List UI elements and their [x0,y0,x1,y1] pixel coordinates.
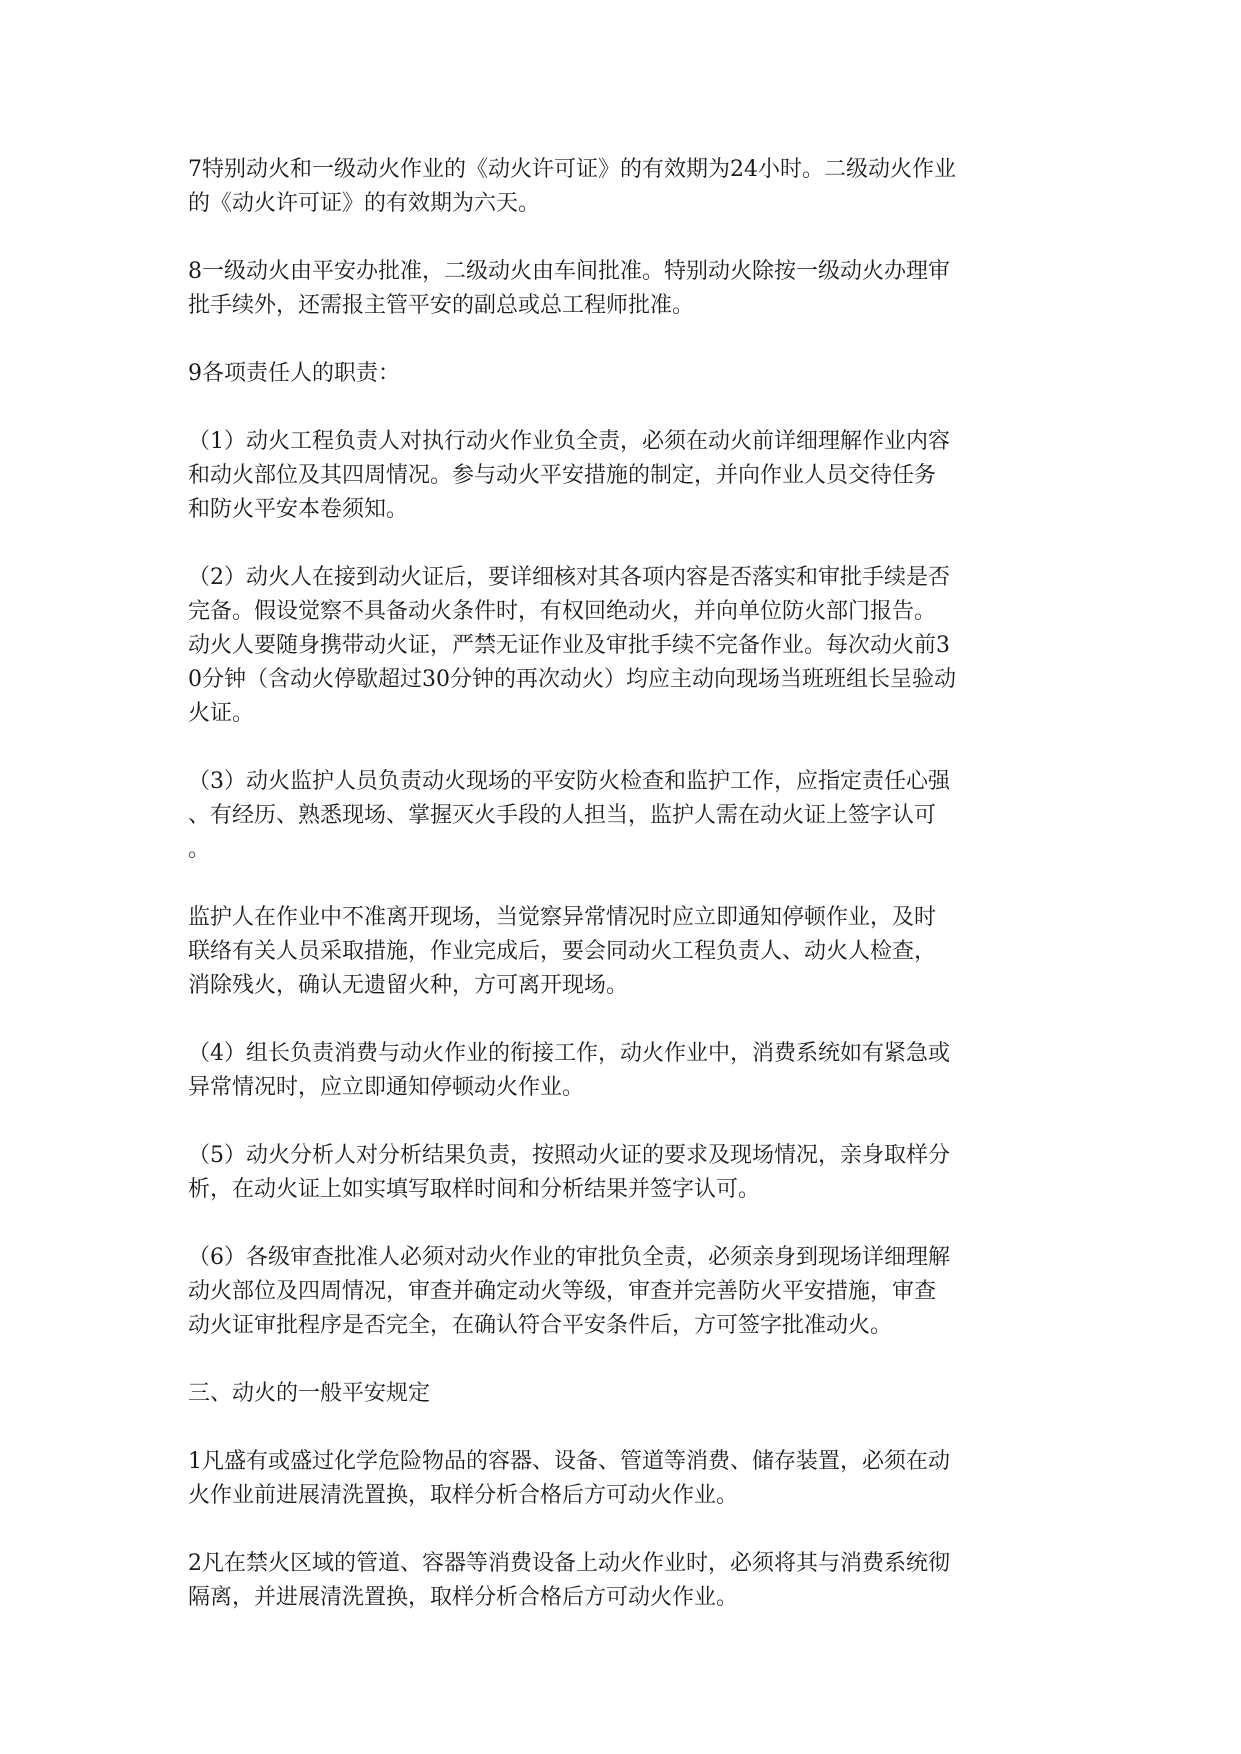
paragraph-item-7: 7特别动火和一级动火作业的《动火许可证》的有效期为24小时。二级动火作业 的《动火许可证》的有效期为六天。 [188,157,956,216]
paragraph-rule-1: 1凡盛有或盛过化学危险物品的容器、设备、管道等消费、储存装置，必须在动 火作业前进展清洗置换，取样分析合格后方可动火作业。 [188,1449,950,1508]
paragraph-item-9-heading: 9各项责任人的职责： [188,361,400,386]
paragraph-duty-6: （6）各级审查批准人必须对动火作业的审批负全责，必须亲身到现场详细理解 动火部位及四周情况，审查并确定动火等级，审查并完善防火平安措施，审查 动火证审批程序是否完全，在确认符合平安条件后，方可签字批准动火。 [188,1245,950,1338]
section-heading-3: 三、动火的一般平安规定 [188,1381,431,1406]
paragraph-duty-5: （5）动火分析人对分析结果负责，按照动火证的要求及现场情况，亲身取样分 析，在动火证上如实填写取样时间和分析结果并签字认可。 [188,1143,950,1202]
paragraph-guardian-note: 监护人在作业中不准离开现场，当觉察异常情况时应立即通知停顿作业，及时 联络有关人员采取措施，作业完成后，要会同动火工程负责人、动火人检查， 消除残火，确认无遗留火种，方可离开现场。 [188,905,937,998]
paragraph-item-8: 8一级动火由平安办批准，二级动火由车间批准。特别动火除按一级动火办理审 批手续外，还需报主管平安的副总或总工程师批准。 [188,259,950,318]
paragraph-duty-3: （3）动火监护人员负责动火现场的平安防火检查和监护工作，应指定责任心强 、有经历、熟悉现场、掌握灭火手段的人担当，监护人需在动火证上签字认可 。 [188,769,950,862]
paragraph-rule-2: 2凡在禁火区域的管道、容器等消费设备上动火作业时，必须将其与消费系统彻 隔离，并进展清洗置换，取样分析合格后方可动火作业。 [188,1551,950,1610]
paragraph-duty-4: （4）组长负责消费与动火作业的衔接工作，动火作业中，消费系统如有紧急或 异常情况时，应立即通知停顿动火作业。 [188,1041,950,1100]
document-body [188,153,1054,1649]
paragraph-duty-2: （2）动火人在接到动火证后，要详细核对其各项内容是否落实和审批手续是否 完备。假设觉察不具备动火条件时，有权回绝动火，并向单位防火部门报告。 动火人要随身携带动火证，严禁无证作业及审批手续不完备作业。每次动火前3 0分钟（含动火停歇超过30分钟的再次动火）均应主动向现场当班班组长呈验动 火证。 [188,565,956,726]
paragraph-duty-1: （1）动火工程负责人对执行动火作业负全责，必须在动火前详细理解作业内容 和动火部位及其四周情况。参与动火平安措施的制定，并向作业人员交待任务 和防火平安本卷须知。 [188,429,950,522]
